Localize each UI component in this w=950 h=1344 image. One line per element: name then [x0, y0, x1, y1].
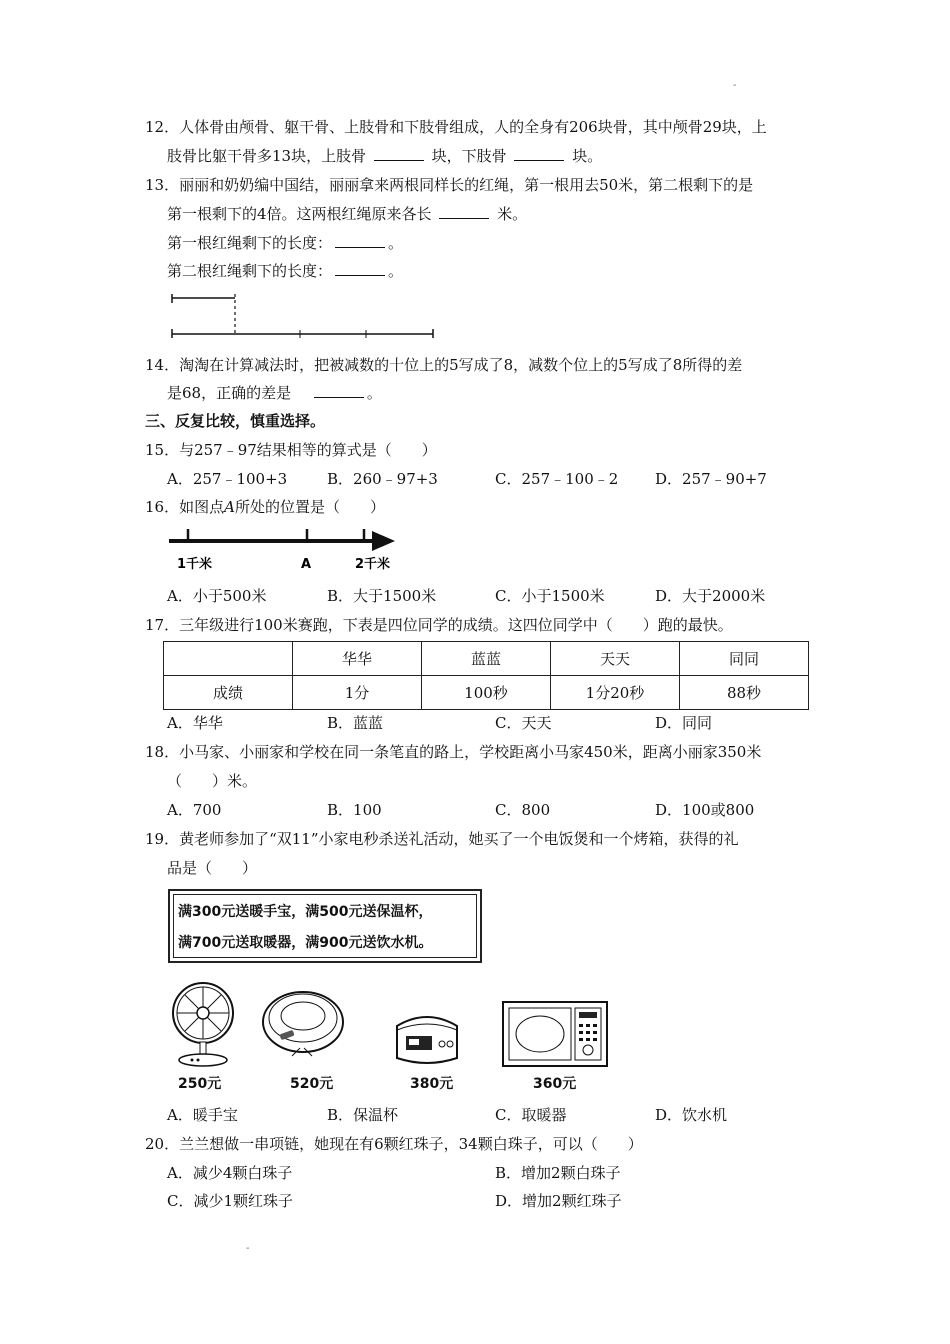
q13-second-end: 。	[388, 262, 404, 280]
table-cell: 成绩	[164, 676, 293, 710]
q15-option-c[interactable]: C．257﹣100﹣2	[495, 470, 619, 488]
rope-segment-diagram	[165, 290, 440, 342]
q19-option-c[interactable]: C．取暖器	[495, 1106, 567, 1124]
q13-first-label: 第一根红绳剩下的长度：	[167, 234, 333, 252]
table-header-row	[164, 642, 809, 676]
q16-option-d[interactable]: D．大于2000米	[655, 587, 766, 605]
q17-option-b[interactable]: B．蓝蓝	[327, 714, 384, 732]
q15-option-a[interactable]: A．257﹣100+3	[167, 470, 288, 488]
q13-text-b: 米。	[497, 205, 528, 223]
q18-option-b[interactable]: B．100	[327, 801, 382, 819]
label-1km: 1千米	[177, 557, 213, 572]
q20-option-d[interactable]: D．增加2颗红珠子	[495, 1192, 622, 1210]
q12-blank-upper[interactable]	[374, 146, 424, 161]
price-fan: 250元	[178, 1076, 222, 1092]
q16-text-b: 所处的位置是（ ）	[234, 498, 385, 516]
price-vacuum: 520元	[290, 1076, 334, 1092]
q20-option-b[interactable]: B．增加2颗白珠子	[495, 1164, 621, 1182]
corner-mark: -	[733, 80, 737, 91]
q12-text-c: 块。	[572, 147, 603, 165]
q12-text-a: 肢骨比躯干骨多13块，上肢骨	[167, 147, 367, 165]
q12-line1: 12．人体骨由颅骨、躯干骨、上肢骨和下肢骨组成，人的全身有206块骨，其中颅骨29块，上	[145, 118, 767, 136]
q19-option-a[interactable]: A．暖手宝	[167, 1106, 238, 1124]
footer-mark: -	[246, 1243, 250, 1254]
q13-blank-first[interactable]	[335, 233, 385, 248]
q16-stem	[145, 497, 385, 517]
table-cell: 同同	[680, 642, 809, 676]
q15-option-d[interactable]: D．257﹣90+7	[655, 470, 767, 488]
q18-option-d[interactable]: D．100或800	[655, 801, 755, 819]
fan-icon	[168, 980, 238, 1068]
table-cell: 蓝蓝	[422, 642, 551, 676]
q16-option-b[interactable]: B．大于1500米	[327, 587, 437, 605]
q19-option-b[interactable]: B．保温杯	[327, 1106, 399, 1124]
q13-blank-second[interactable]	[335, 261, 385, 276]
q16-option-a[interactable]: A．小于500米	[167, 587, 267, 605]
promotion-line2: 满700元送取暖器，满900元送饮水机。	[178, 935, 433, 951]
number-line-diagram	[165, 525, 410, 575]
q18-line2: （ ）米。	[167, 772, 258, 790]
q19-option-d[interactable]: D．饮水机	[655, 1106, 728, 1124]
q13-line3	[167, 233, 403, 253]
q13-second-label: 第二根红绳剩下的长度：	[167, 262, 333, 280]
q16-option-c[interactable]: C．小于1500米	[495, 587, 605, 605]
table-cell: 天天	[551, 642, 680, 676]
q12-text-b: 块，下肢骨	[431, 147, 507, 165]
q20-option-a[interactable]: A．减少4颗白珠子	[167, 1164, 293, 1182]
q20-option-c[interactable]: C．减少1颗红珠子	[167, 1192, 294, 1210]
q18-option-a[interactable]: A．700	[167, 801, 222, 819]
q13-blank-length[interactable]	[439, 204, 489, 219]
q13-text-a: 第一根剩下的4倍。这两根红绳原来各长	[167, 205, 432, 223]
q17-option-a[interactable]: A．华华	[167, 714, 223, 732]
table-cell: 100秒	[422, 676, 551, 710]
q17-option-d[interactable]: D．同同	[655, 714, 713, 732]
table-cell: 华华	[293, 642, 422, 676]
q15-option-b[interactable]: B．260﹣97+3	[327, 470, 438, 488]
label-2km: 2千米	[355, 557, 391, 572]
table-cell	[164, 642, 293, 676]
label-point-a: A	[301, 557, 312, 572]
q14-text-b: 。	[366, 384, 382, 402]
section-title: 三、反复比较，慎重选择。	[145, 412, 326, 430]
table-cell: 88秒	[680, 676, 809, 710]
q14-blank[interactable]	[314, 383, 364, 398]
score-table	[163, 641, 809, 710]
q13-line4	[167, 261, 403, 281]
q13-first-end: 。	[388, 234, 404, 252]
q20-stem: 20．兰兰想做一串项链，她现在有6颗红珠子，34颗白珠子，可以（ ）	[145, 1135, 643, 1153]
q15-stem: 15．与257﹣97结果相等的算式是（ ）	[145, 441, 437, 459]
price-oven: 360元	[533, 1076, 577, 1092]
q13-line2	[167, 204, 527, 224]
q16-point-var: A	[224, 498, 235, 516]
price-rice-cooker: 380元	[410, 1076, 454, 1092]
q17-stem: 17．三年级进行100米赛跑，下表是四位同学的成绩。这四位同学中（ ）跑的最快。	[145, 616, 733, 634]
promotion-notice	[168, 889, 482, 963]
table-row	[164, 676, 809, 710]
q19-line1: 19．黄老师参加了“双11”小家电秒杀送礼活动，她买了一个电饭煲和一个烤箱，获得的礼	[145, 830, 739, 848]
table-cell: 1分	[293, 676, 422, 710]
q14-text-a: 是68，正确的差是	[167, 384, 292, 402]
q12-line2	[167, 146, 602, 166]
q19-line2: 品是（ ）	[167, 859, 258, 877]
oven-icon	[501, 1000, 609, 1070]
q18-line1: 18．小马家、小丽家和学校在同一条笔直的路上，学校距离小马家450米，距离小丽家350米	[145, 743, 762, 761]
q17-option-c[interactable]: C．天天	[495, 714, 552, 732]
q16-text-a: 16．如图点	[145, 498, 225, 516]
table-cell: 1分20秒	[551, 676, 680, 710]
q18-option-c[interactable]: C．800	[495, 801, 551, 819]
rice-cooker-icon	[392, 1008, 462, 1070]
promotion-line1: 满300元送暖手宝，满500元送保温杯，	[178, 904, 433, 920]
q14-line1: 14．淘淘在计算减法时，把被减数的十位上的5写成了8，减数个位上的5写成了8所得的差	[145, 356, 743, 374]
q12-blank-lower[interactable]	[514, 146, 564, 161]
q14-line2	[167, 383, 382, 403]
q13-line1: 13．丽丽和奶奶编中国结，丽丽拿来两根同样长的红绳，第一根用去50米，第二根剩下的是	[145, 176, 754, 194]
robot-vacuum-icon	[260, 990, 346, 1060]
